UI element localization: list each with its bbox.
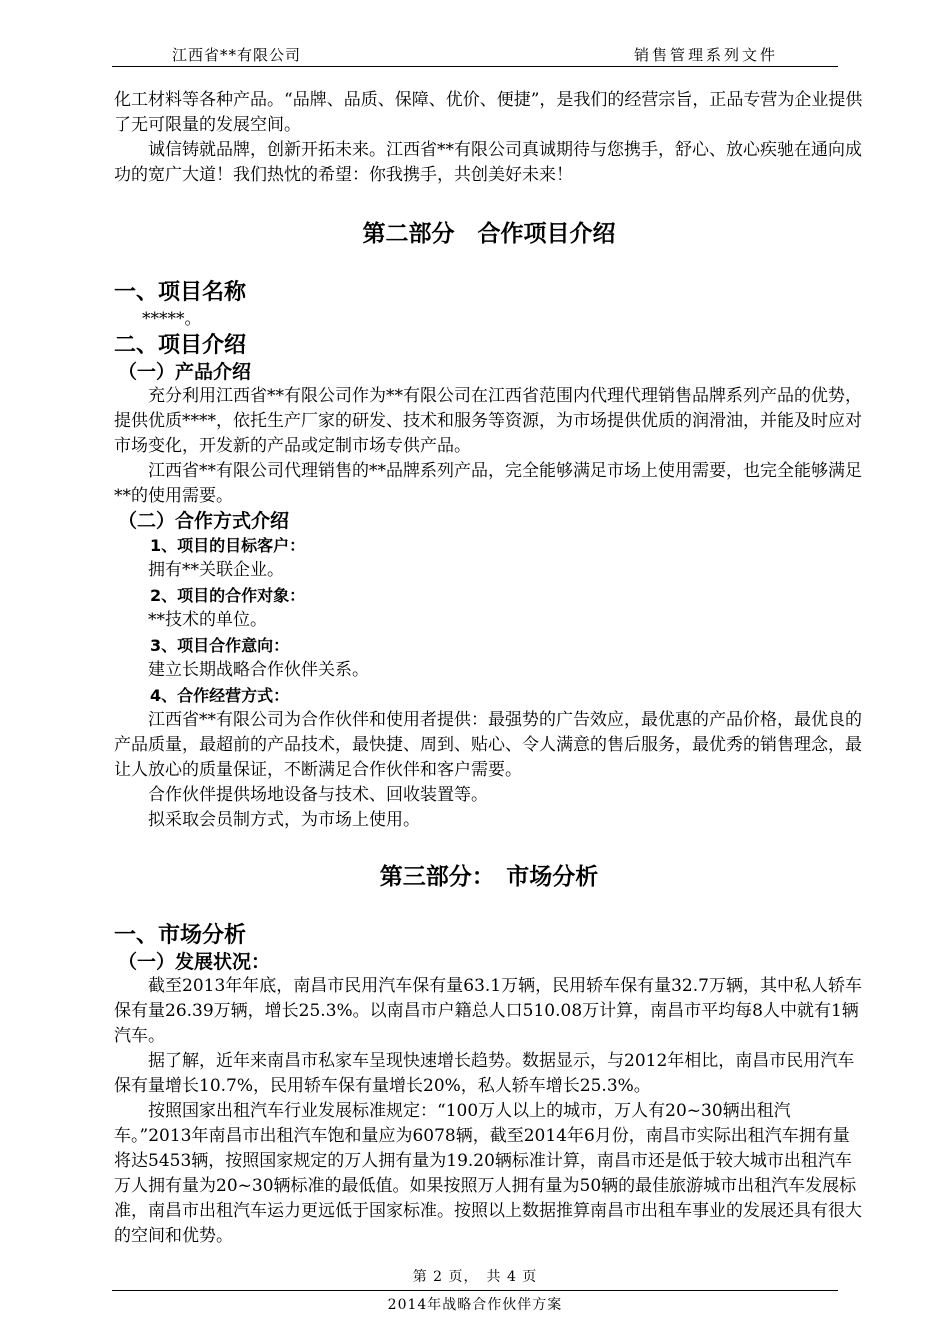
cooperation-partner-text: **技术的单位。 <box>148 610 267 630</box>
cooperation-partner-heading: 2、项目的合作对象： <box>150 586 306 605</box>
market-paragraph-3: 按照国家出租汽车行业发展标准规定：“100万人以上的城市，万人有20~30辆出租汽车。”2013年南昌市出租汽车饱和量应为6078辆，截至2014年6月份，南昌市实际出租汽车拥有量将达5453辆，按照国家规定的万人拥有量为19.20辆标准计算，南昌市还是低于较大城市出租汽车万人拥有量为20~30辆标准的最低值。如果按照万人拥有量为50辆的最佳旅游城市出租汽车发展标准，南昌市出租汽车运力更远低于国家标准。按照以上数据推算南昌市出租车事业的发展还具有很大的空间和优势。 <box>114 1101 862 1246</box>
part2-title: 第二部分 合作项目介绍 <box>362 221 616 247</box>
target-customer-text: 拥有**关联企业。 <box>148 560 284 580</box>
operation-mode-heading: 4、合作经营方式： <box>150 686 290 705</box>
intro-paragraph-2: 诚信铸就品牌，创新开拓未来。江西省**有限公司真诚期待与您携手，舒心、放心疾驰在通向成功的宽广大道！我们热忱的希望：你我携手，共创美好未来！ <box>114 140 862 185</box>
development-status-heading: （一）发展状况： <box>118 951 271 973</box>
operation-mode-paragraph-3: 拟采取会员制方式，为市场上使用。 <box>148 810 420 830</box>
cooperation-mode-heading: （二）合作方式介绍 <box>118 510 290 532</box>
header-doc-series: 销售管理系列文件 <box>633 46 778 64</box>
cooperation-intent-text: 建立长期战略合作伙伴关系。 <box>148 660 369 680</box>
operation-mode-paragraph-1: 江西省**有限公司为合作伙伴和使用者提供：最强势的广告效应，最优惠的产品价格，最优良的产品质量，最超前的产品技术，最快捷、周到、贴心、令人满意的售后服务，最优秀的销售理念，最让人放心的质量保证，不断满足合作伙伴和客户需要。 <box>114 710 862 780</box>
market-analysis-heading: 一、市场分析 <box>114 923 247 948</box>
product-intro-paragraph-1: 充分利用江西省**有限公司作为**有限公司在江西省范围内代理代理销售品牌系列产品的优势，提供优质****，依托生产厂家的研发、技术和服务等资源，为市场提供优质的润滑油，并能及时应对市场变化，开发新的产品或定制市场专供产品。 <box>114 386 862 456</box>
part2-section2-heading: 二、项目介绍 <box>114 333 247 358</box>
page-header <box>112 36 838 67</box>
part2-section1-heading: 一、项目名称 <box>114 280 247 305</box>
market-paragraph-1: 截至2013年年底，南昌市民用汽车保有量63.1万辆，民用轿车保有量32.7万辆，其中私人轿车保有量26.39万辆，增长25.3%。以南昌市户籍总人口510.08万计算，南昌市平均每8人中就有1辆汽车。 <box>114 976 862 1046</box>
market-paragraph-2: 据了解，近年来南昌市私家车呈现快速增长趋势。数据显示，与2012年相比，南昌市民用汽车保有量增长10.7%，民用轿车保有量增长20%，私人轿车增长25.3%。 <box>114 1051 855 1096</box>
intro-paragraph-1: 化工材料等各种产品。“品牌、品质、保障、优价、便捷”，是我们的经营宗旨，正品专营为企业提供了无可限量的发展空间。 <box>114 90 863 135</box>
target-customer-heading: 1、项目的目标客户： <box>150 536 306 555</box>
footer-doc-title: 2014年战略合作伙伴方案 <box>387 1297 563 1313</box>
product-intro-paragraph-2: 江西省**有限公司代理销售的**品牌系列产品，完全能够满足市场上使用需要，也完全能够满足**的使用需要。 <box>114 461 862 506</box>
page-footer <box>112 1266 838 1313</box>
document-body <box>114 88 864 1249</box>
header-company: 江西省**有限公司 <box>172 46 302 64</box>
footer-divider <box>112 1290 838 1291</box>
project-name-text: *****。 <box>142 309 202 329</box>
product-intro-heading: （一）产品介绍 <box>118 361 252 383</box>
cooperation-intent-heading: 3、项目合作意向： <box>150 636 290 655</box>
operation-mode-paragraph-2: 合作伙伴提供场地设备与技术、回收装置等。 <box>148 785 488 805</box>
part3-title: 第三部分： 市场分析 <box>379 864 599 890</box>
page-indicator: 第 2 页， 共 4 页 <box>412 1269 538 1285</box>
